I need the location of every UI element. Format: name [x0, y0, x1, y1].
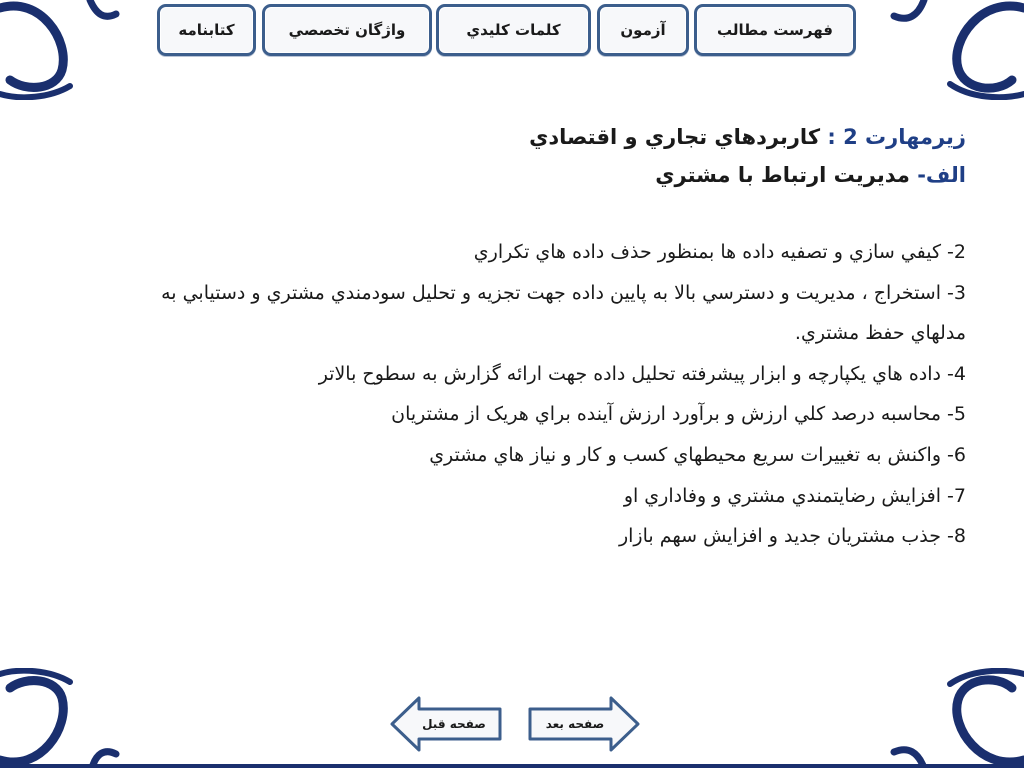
subskill-title: کاربردهاي تجاري و اقتصادي [529, 125, 821, 149]
table-of-contents-button[interactable]: فهرست مطالب [694, 4, 856, 56]
corner-ornament-bottom-right-icon [884, 668, 1024, 768]
keywords-button[interactable]: کلمات کليدي [436, 4, 591, 56]
list-item: 5- محاسبه درصد کلي ارزش و برآورد ارزش آينده براي هريک از مشتريان [391, 403, 966, 426]
next-page-label: صفحه بعد [545, 717, 605, 731]
subskill-label: زيرمهارت 2 : [827, 125, 966, 149]
corner-ornament-bottom-left-icon [0, 668, 120, 768]
lesson-content [100, 118, 966, 557]
exam-button[interactable]: آزمون [597, 4, 689, 56]
bibliography-button[interactable]: کتابنامه [157, 4, 256, 56]
list-item: 3- استخراج ، مديريت و دسترسي بالا به پايين داده جهت تجزيه و تحليل سودمندي مشتري و دستيابي به مدلهاي حفظ مشتري. [161, 281, 966, 345]
list-item: 2- کيفي سازي و تصفيه داده ها بمنظور حذف داده هاي تکراري [473, 241, 966, 263]
glossary-button[interactable]: واژگان تخصصي [262, 4, 432, 56]
section-title: مديريت ارتباط با مشتري [655, 163, 910, 187]
previous-page-label: صفحه قبل [422, 717, 486, 731]
list-item: 8- جذب مشتريان جديد و افزايش سهم بازار [618, 525, 966, 548]
corner-ornament-top-left-icon [0, 0, 120, 100]
next-page-button[interactable] [527, 695, 641, 753]
corner-ornament-top-right-icon [884, 0, 1024, 100]
previous-page-button[interactable] [389, 695, 503, 753]
list-item: 6- واکنش به تغييرات سريع محيطهاي کسب و کار و نياز هاي مشتري [429, 443, 966, 466]
top-navigation [157, 4, 856, 60]
section-heading [100, 156, 966, 194]
item-list [100, 232, 966, 557]
section-label: الف- [917, 163, 966, 187]
list-item: 4- داده هاي يکپارچه و ابزار پيشرفته تحليل داده جهت ارائه گزارش به سطوح بالاتر [318, 362, 966, 385]
list-item: 7- افزايش رضايتمندي مشتري و وفاداري او [623, 484, 966, 507]
subskill-heading [100, 118, 966, 156]
footer-divider [0, 764, 1024, 768]
